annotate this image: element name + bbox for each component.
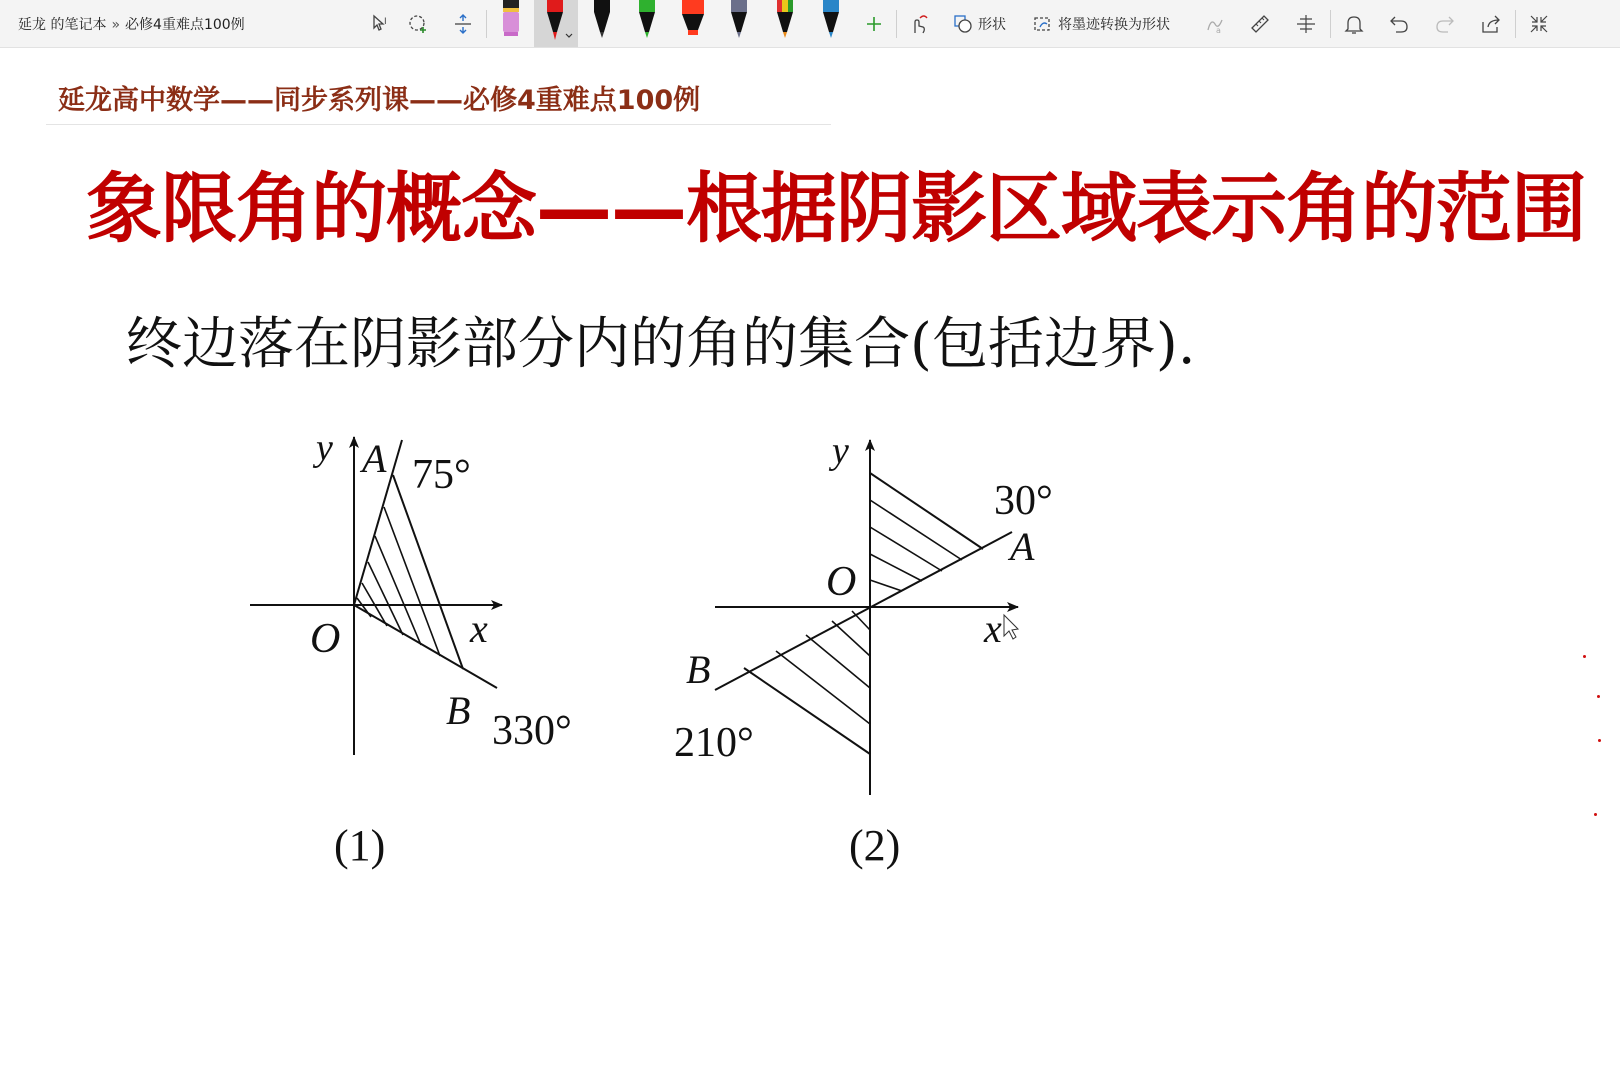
pen-black[interactable] [585,0,619,47]
share-icon[interactable] [1476,9,1506,39]
fig2-caption: (2) [849,821,901,870]
ink-dot [1594,813,1597,816]
ruler-icon[interactable] [1245,9,1275,39]
fig1-angle-b: 330° [492,708,572,754]
ink-dot [1583,655,1586,658]
pen-red-selected[interactable] [534,0,578,47]
highlighter-purple-pen[interactable] [494,0,528,47]
shape-label: 形状 [978,17,1006,33]
fig2-angle-b: 210° [674,720,754,766]
fig2-label-x: x [984,606,1002,651]
fig1-hatching [357,507,440,656]
ink-to-shape-button[interactable] [1032,11,1170,37]
pen-galaxy[interactable] [722,0,756,47]
fig1-ray-a [354,440,402,605]
fig1-label-b: B [446,688,471,733]
main-title: 象限角的概念——根据阴影区域表示角的范围 [86,164,1586,253]
touch-draw-icon[interactable] [903,9,933,39]
fig2-hatching [776,500,962,724]
ink-replay-icon[interactable] [1291,9,1321,39]
shape-icon [952,13,974,35]
pen-green[interactable] [630,0,664,47]
lasso-select-icon[interactable] [367,9,397,39]
fig2-angle-a: 30° [994,478,1053,524]
breadcrumb-separator: » [111,17,121,33]
redo-icon[interactable] [1430,9,1460,39]
highlighter-red[interactable] [676,0,710,47]
fig2-label-o: O [826,559,857,605]
svg-text:a: a [1216,26,1221,35]
question-text: 终边落在阴影部分内的角的集合(包括边界). [126,312,1196,377]
pen-rainbow[interactable] [768,0,802,47]
ink-dot [1598,739,1601,742]
breadcrumb-notebook[interactable]: 延龙 的笔记本 [18,17,107,33]
insert-space-icon[interactable] [448,9,478,39]
shape-button[interactable] [952,11,1006,37]
toolbar-divider [486,10,487,38]
toolbar-divider [896,10,897,38]
fig1-label-x: x [470,606,488,651]
course-header: 延龙高中数学——同步系列课——必修4重难点100例 [58,85,701,116]
add-space-icon[interactable] [403,9,433,39]
fig1-label-o: O [310,616,341,662]
figure-2 [715,440,1018,795]
ink-to-shape-label: 将墨迹转换为形状 [1058,17,1170,33]
fig2-label-y: y [832,430,849,472]
breadcrumb [18,14,245,34]
collapse-icon[interactable] [1524,9,1554,39]
figure-1 [250,437,502,755]
toolbar-divider [1330,10,1331,38]
header-divider [46,124,831,125]
fig1-boundary-ab [393,475,463,669]
toolbar [0,0,1620,48]
svg-text:I: I [384,17,387,27]
notification-icon[interactable] [1339,9,1369,39]
fig1-label-y: y [316,427,333,469]
fig1-label-a: A [362,436,387,481]
figure-1-labels [310,427,572,870]
ink-to-shape-icon [1032,13,1054,35]
figure-2-labels [674,430,1053,870]
fig2-label-a: A [1010,524,1035,569]
undo-icon[interactable] [1384,9,1414,39]
fig2-boundary-top [870,473,983,549]
fig2-boundary-bottom [744,668,870,754]
fig2-label-b: B [686,647,711,692]
mouse-cursor [1004,615,1018,639]
fig1-caption: (1) [334,821,386,870]
add-pen-icon[interactable] [859,9,889,39]
breadcrumb-page[interactable]: 必修4重难点100例 [125,17,245,33]
ink-dot [1597,695,1600,698]
fig1-ray-b [354,605,497,688]
toolbar-divider [1515,10,1516,38]
ink-to-math-icon[interactable] [1200,9,1230,39]
fig1-angle-a: 75° [412,452,471,498]
fig2-line-ab [715,532,1012,690]
pen-ocean[interactable] [814,0,848,47]
